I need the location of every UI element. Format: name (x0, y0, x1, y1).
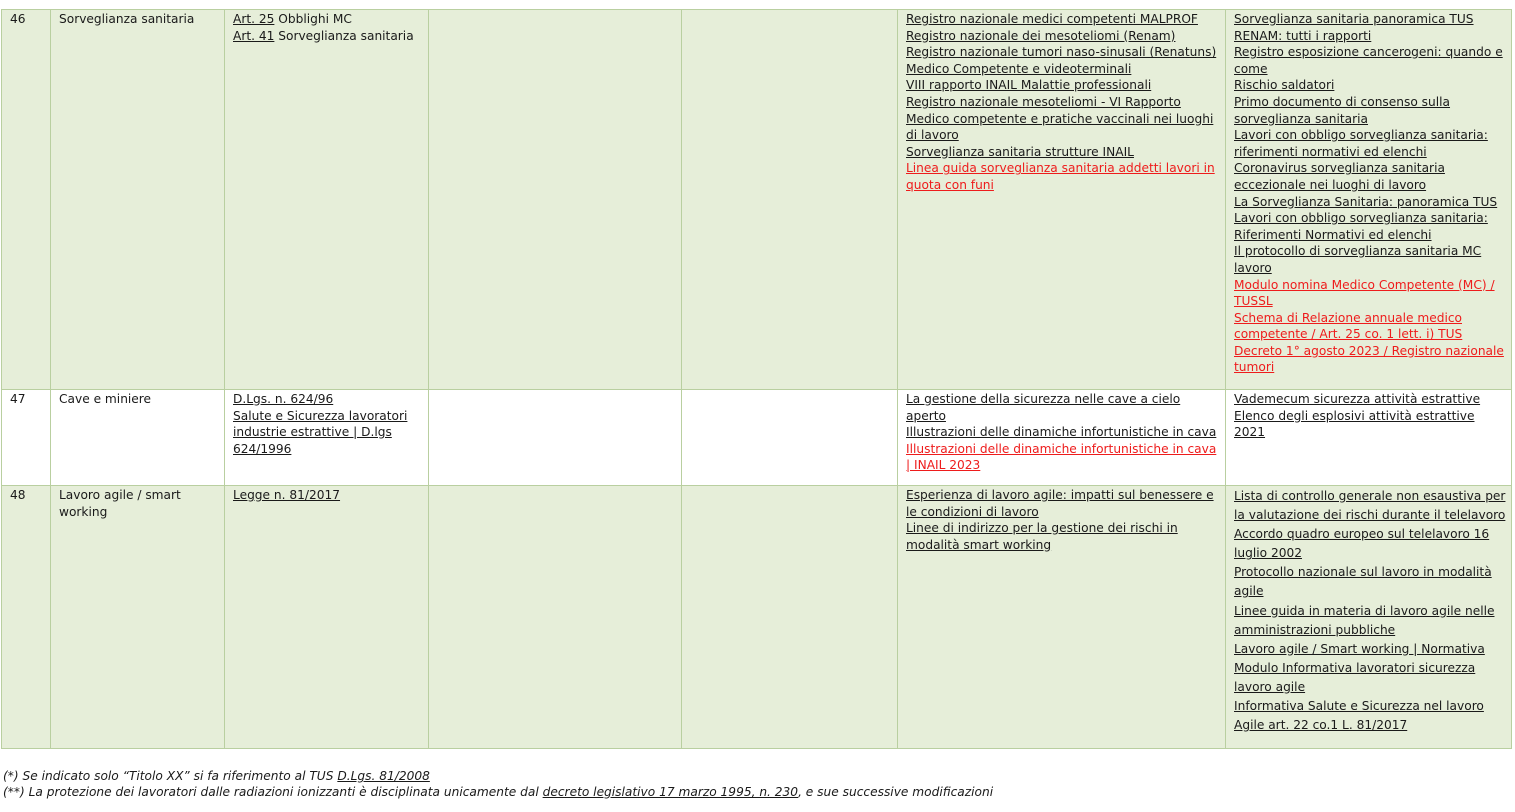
legal-reference (233, 487, 424, 504)
reference-table (1, 9, 1512, 749)
topic-cell (51, 390, 225, 486)
article-link[interactable]: Primo documento di consenso sulla sorveglianza sanitaria (1234, 94, 1451, 126)
articles-cell (1226, 390, 1512, 486)
article-link[interactable]: Registro esposizione cancerogeni: quando e come (1234, 45, 1503, 76)
document-link[interactable]: Registro nazionale dei mesoteliomi (Renam) (906, 28, 1176, 43)
legal-reference-link[interactable]: Art. 25 (233, 12, 275, 26)
table-row (2, 486, 1512, 749)
table-body (2, 10, 1512, 749)
row-number: 48 (10, 488, 26, 502)
document-link[interactable]: Medico competente e pratiche vaccinali nei luoghi di lavoro (906, 111, 1214, 143)
row-number: 46 (10, 12, 26, 26)
article-link[interactable]: Schema di Relazione annuale medico competente / Art. 25 co. 1 lett. i) TUS (1234, 310, 1463, 342)
topic-label: Sorveglianza sanitaria (59, 12, 195, 26)
legal-references-cell (225, 390, 429, 486)
article-link[interactable]: Elenco degli esplosivi attività estrattive 2021 (1234, 408, 1475, 440)
empty-cell (682, 10, 898, 390)
article-link[interactable]: RENAM: tutti i rapporti (1234, 28, 1372, 43)
legal-reference-link[interactable]: Art. 41 (233, 28, 275, 43)
article-link[interactable]: Lavori con obbligo sorveglianza sanitaria: Riferimenti Normativi ed elenchi (1234, 211, 1488, 242)
empty-cell (429, 486, 682, 749)
legal-reference-description: Obblighi MC (274, 12, 352, 26)
footnotes (3, 768, 993, 800)
articles-cell (1226, 486, 1512, 749)
legal-reference-link[interactable]: Legge n. 81/2017 (233, 488, 341, 502)
empty-cell (429, 10, 682, 390)
legal-reference-link[interactable]: Salute e Sicurezza lavoratori industrie estrattive | D.lgs 624/1996 (233, 408, 408, 456)
article-link[interactable]: Protocollo nazionale sul lavoro in modalità agile (1234, 565, 1492, 599)
legal-reference (233, 408, 424, 458)
article-link[interactable]: Informativa Salute e Sicurezza nel lavoro Agile art. 22 co.1 L. 81/2017 (1234, 699, 1484, 733)
footnote-2-link[interactable]: decreto legislativo 17 marzo 1995, n. 230 (542, 785, 799, 799)
footnote-1 (3, 768, 993, 784)
document-link[interactable]: Registro nazionale medici competenti MALPROF (906, 12, 1198, 26)
article-link[interactable]: Modulo Informativa lavoratori sicurezza lavoro agile (1234, 660, 1476, 694)
document-link[interactable]: VIII rapporto INAIL Malattie professionali (906, 78, 1152, 93)
legal-reference-description: Sorveglianza sanitaria (274, 28, 414, 43)
article-link[interactable]: Lista di controllo generale non esaustiva per la valutazione dei rischi durante il telelavoro (1234, 489, 1506, 523)
documents-cell (898, 390, 1226, 486)
topic-label: Lavoro agile / smart working (59, 488, 181, 519)
topic-label: Cave e miniere (59, 392, 152, 406)
row-number-cell (2, 10, 51, 390)
document-link[interactable]: Sorveglianza sanitaria strutture INAIL (906, 144, 1134, 159)
documents-cell (898, 486, 1226, 749)
footnote-2-text: (**) La protezione dei lavoratori dalle radiazioni ionizzanti è disciplinata unicamente dal (3, 785, 543, 799)
article-link[interactable]: Vademecum sicurezza attività estrattive (1234, 392, 1481, 406)
footnote-2-suffix: , e sue successive modificazioni (798, 785, 994, 799)
document-link[interactable]: Linea guida sorveglianza sanitaria addetti lavori in quota con funi (906, 161, 1215, 192)
legal-reference (233, 391, 424, 408)
empty-cell (682, 390, 898, 486)
article-link[interactable]: La Sorveglianza Sanitaria: panoramica TUS (1234, 194, 1498, 209)
documents-cell (898, 10, 1226, 390)
document-link[interactable]: Illustrazioni delle dinamiche infortunistiche in cava | INAIL 2023 (906, 441, 1217, 473)
document-link[interactable]: Linee di indirizzo per la gestione dei rischi in modalità smart working (906, 521, 1178, 552)
articles-cell (1226, 10, 1512, 390)
table-row (2, 390, 1512, 486)
topic-cell (51, 486, 225, 749)
empty-cell (682, 486, 898, 749)
row-number-cell (2, 390, 51, 486)
document-link[interactable]: Registro nazionale mesoteliomi - VI Rapporto (906, 94, 1181, 109)
footnote-1-text: (*) Se indicato solo “Titolo XX” si fa riferimento al TUS (3, 769, 338, 783)
legal-references-cell (225, 486, 429, 749)
table-row (2, 10, 1512, 390)
article-link[interactable]: Sorveglianza sanitaria panoramica TUS (1234, 12, 1474, 26)
empty-cell (429, 390, 682, 486)
article-link[interactable]: Coronavirus sorveglianza sanitaria eccezionale nei luoghi di lavoro (1234, 161, 1445, 192)
article-link[interactable]: Lavori con obbligo sorveglianza sanitaria: riferimenti normativi ed elenchi (1234, 128, 1488, 159)
article-link[interactable]: Linee guida in materia di lavoro agile nelle amministrazioni pubbliche (1234, 603, 1495, 637)
legal-reference (233, 11, 424, 28)
document-link[interactable]: Medico Competente e videoterminali (906, 61, 1132, 76)
topic-cell (51, 10, 225, 390)
document-link[interactable]: La gestione della sicurezza nelle cave a cielo aperto (906, 392, 1181, 423)
article-link[interactable]: Lavoro agile / Smart working | Normativa (1234, 641, 1485, 656)
legal-reference-link[interactable]: D.Lgs. n. 624/96 (233, 392, 334, 406)
document-link[interactable]: Registro nazionale tumori naso-sinusali (Renatuns) (906, 45, 1217, 60)
document-link[interactable]: Illustrazioni delle dinamiche infortunistiche in cava (906, 425, 1217, 440)
article-link[interactable]: Decreto 1° agosto 2023 / Registro nazionale tumori (1234, 343, 1504, 375)
row-number-cell (2, 486, 51, 749)
document-link[interactable]: Esperienza di lavoro agile: impatti sul benessere e le condizioni di lavoro (906, 488, 1214, 519)
article-link[interactable]: Modulo nomina Medico Competente (MC) / TUSSL (1234, 277, 1495, 309)
footnote-1-link[interactable]: D.Lgs. 81/2008 (337, 769, 430, 783)
footnote-2 (3, 784, 993, 800)
article-link[interactable]: Accordo quadro europeo sul telelavoro 16 luglio 2002 (1234, 527, 1490, 561)
row-number: 47 (10, 392, 26, 406)
legal-references-cell (225, 10, 429, 390)
article-link[interactable]: Il protocollo di sorveglianza sanitaria MC lavoro (1234, 244, 1482, 275)
article-link[interactable]: Rischio saldatori (1234, 78, 1335, 93)
legal-reference (233, 28, 424, 45)
